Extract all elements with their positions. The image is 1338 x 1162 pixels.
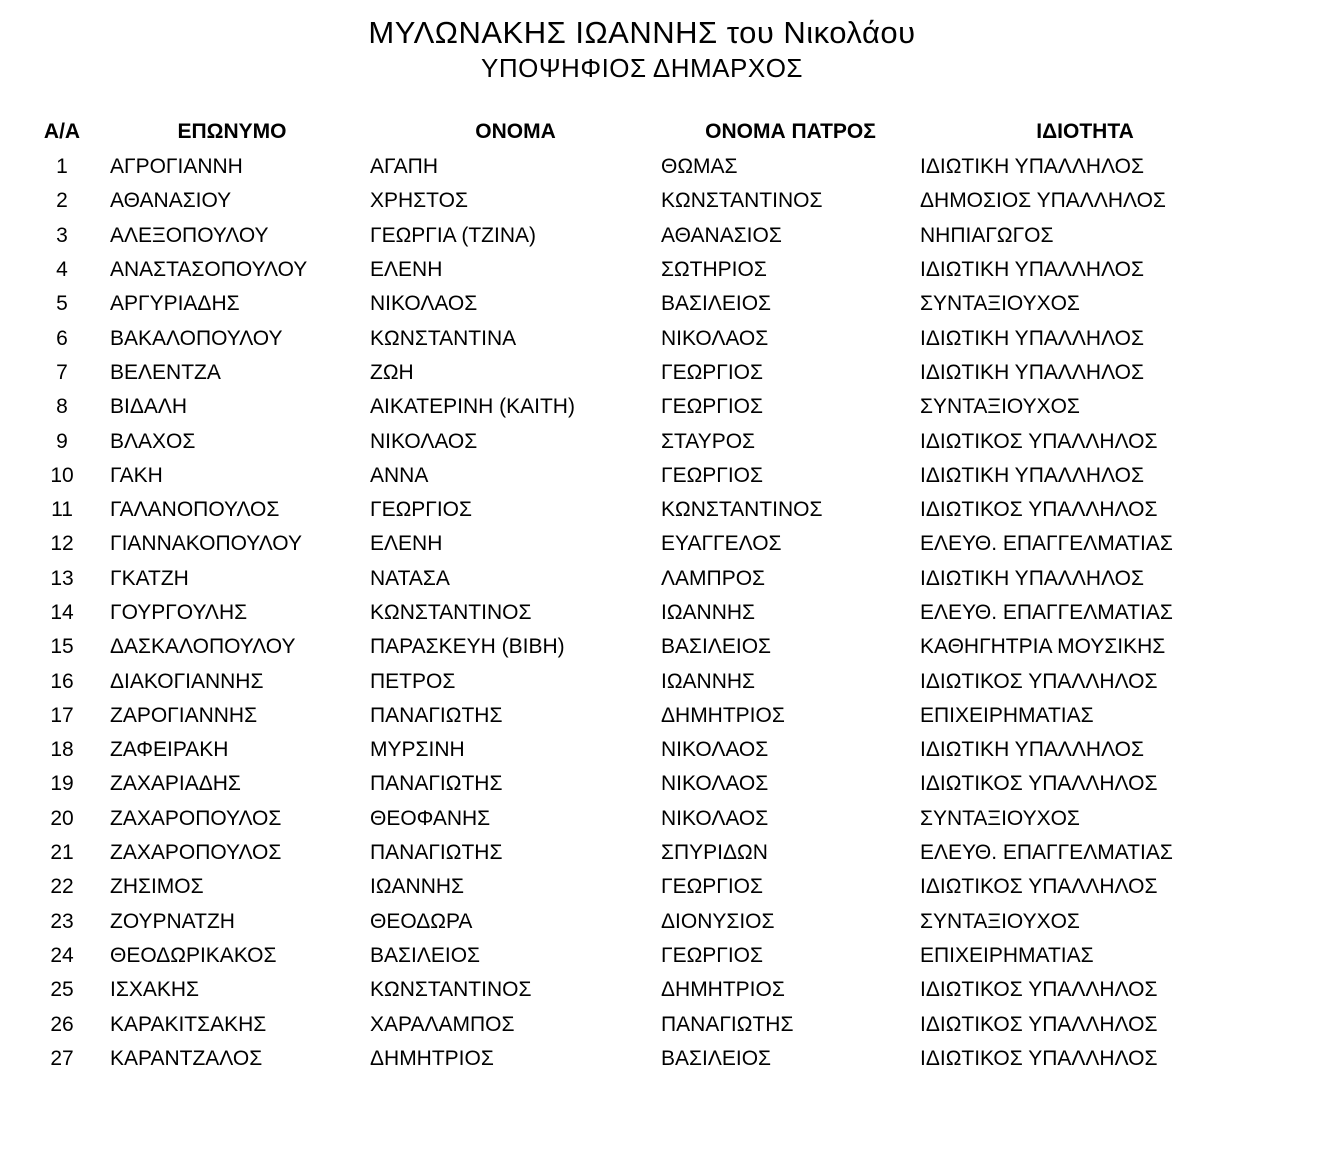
cell-number: 27	[50, 1046, 74, 1070]
table-row	[30, 424, 1250, 458]
table-row	[30, 733, 1250, 767]
page-title: ΜΥΛΩΝΑΚΗΣ ΙΩΑΝΝΗΣ του Νικολάου	[368, 15, 916, 50]
cell-name: ΑΝΝΑ	[370, 463, 429, 487]
cell-surname: ΖΗΣΙΜΟΣ	[110, 875, 204, 899]
cell-number: 15	[50, 635, 74, 659]
cell-name: ΧΡΗΣΤΟΣ	[370, 189, 468, 213]
column-header-name: ΟΝΟΜΑ	[475, 120, 556, 143]
cell-occupation: ΙΔΙΩΤΙΚΗ ΥΠΑΛΛΗΛΟΣ	[920, 258, 1144, 282]
cell-name: ΑΙΚΑΤΕΡΙΝΗ (ΚΑΙΤΗ)	[370, 395, 575, 419]
cell-name: ΘΕΟΦΑΝΗΣ	[370, 806, 491, 830]
cell-father-name: ΓΕΩΡΓΙΟΣ	[661, 395, 763, 419]
cell-name: ΚΩΝΣΤΑΝΤΙΝΑ	[370, 326, 517, 350]
cell-number: 7	[56, 360, 68, 384]
cell-father-name: ΚΩΝΣΤΑΝΤΙΝΟΣ	[661, 498, 823, 522]
cell-father-name: ΝΙΚΟΛΑΟΣ	[661, 806, 769, 830]
table-row	[30, 664, 1250, 698]
cell-name: ΓΕΩΡΓΙΑ (ΤΖΙΝΑ)	[370, 223, 537, 247]
table-row	[30, 596, 1250, 630]
cell-occupation: ΚΑΘΗΓΗΤΡΙΑ ΜΟΥΣΙΚΗΣ	[920, 635, 1166, 659]
cell-name: ΠΑΡΑΣΚΕΥΗ (ΒΙΒΗ)	[370, 635, 565, 659]
table-row	[30, 562, 1250, 596]
cell-occupation: ΙΔΙΩΤΙΚΟΣ ΥΠΑΛΛΗΛΟΣ	[920, 669, 1158, 693]
cell-number: 18	[50, 738, 74, 762]
cell-name: ΕΛΕΝΗ	[370, 258, 443, 282]
table-row	[30, 1007, 1250, 1041]
cell-surname: ΒΕΛΕΝΤΖΑ	[110, 360, 221, 384]
cell-occupation: ΔΗΜΟΣΙΟΣ ΥΠΑΛΛΗΛΟΣ	[920, 189, 1166, 213]
cell-surname: ΖΑΦΕΙΡΑΚΗ	[110, 738, 229, 762]
table-row	[30, 356, 1250, 390]
cell-surname: ΖΑΧΑΡΟΠΟΥΛΟΣ	[110, 806, 282, 830]
cell-number: 25	[50, 978, 74, 1002]
cell-surname: ΒΛΑΧΟΣ	[110, 429, 196, 453]
cell-father-name: ΚΩΝΣΤΑΝΤΙΝΟΣ	[661, 189, 823, 213]
cell-surname: ΓΑΚΗ	[110, 463, 163, 487]
cell-occupation: ΝΗΠΙΑΓΩΓΟΣ	[920, 223, 1054, 247]
cell-number: 4	[56, 258, 68, 282]
cell-surname: ΖΑΧΑΡΟΠΟΥΛΟΣ	[110, 841, 282, 865]
cell-surname: ΖΑΡΟΓΙΑΝΝΗΣ	[110, 703, 258, 727]
column-header-surname: ΕΠΩΝΥΜΟ	[177, 120, 287, 143]
cell-number: 9	[56, 429, 68, 453]
cell-occupation: ΕΛΕΥΘ. ΕΠΑΓΓΕΛΜΑΤΙΑΣ	[920, 841, 1173, 865]
cell-name: ΝΑΤΑΣΑ	[370, 566, 450, 590]
cell-name: ΠΑΝΑΓΙΩΤΗΣ	[370, 841, 503, 865]
cell-surname: ΒΑΚΑΛΟΠΟΥΛΟΥ	[110, 326, 283, 350]
cell-number: 2	[56, 189, 68, 213]
cell-surname: ΑΓΡΟΓΙΑΝΝΗ	[110, 155, 243, 179]
cell-number: 19	[50, 772, 74, 796]
cell-name: ΒΑΣΙΛΕΙΟΣ	[370, 943, 481, 967]
table-row	[30, 630, 1250, 664]
cell-name: ΝΙΚΟΛΑΟΣ	[370, 292, 478, 316]
cell-surname: ΑΛΕΞΟΠΟΥΛΟΥ	[110, 223, 269, 247]
cell-father-name: ΙΩΑΝΝΗΣ	[661, 669, 756, 693]
cell-occupation: ΙΔΙΩΤΙΚΗ ΥΠΑΛΛΗΛΟΣ	[920, 326, 1144, 350]
cell-number: 12	[50, 532, 74, 556]
cell-occupation: ΣΥΝΤΑΞΙΟΥΧΟΣ	[920, 806, 1080, 830]
cell-number: 1	[56, 155, 68, 179]
cell-occupation: ΙΔΙΩΤΙΚΗ ΥΠΑΛΛΗΛΟΣ	[920, 738, 1144, 762]
cell-father-name: ΕΥΑΓΓΕΛΟΣ	[661, 532, 782, 556]
cell-name: ΜΥΡΣΙΝΗ	[370, 738, 465, 762]
cell-surname: ΓΟΥΡΓΟΥΛΗΣ	[110, 601, 248, 624]
cell-occupation: ΣΥΝΤΑΞΙΟΥΧΟΣ	[920, 909, 1080, 933]
cell-number: 20	[50, 806, 74, 830]
cell-surname: ΓΚΑΤΖΗ	[110, 566, 189, 590]
cell-surname: ΖΟΥΡΝΑΤΖΗ	[110, 909, 235, 933]
cell-number: 13	[50, 566, 74, 590]
cell-number: 17	[50, 703, 74, 727]
table-row	[30, 836, 1250, 870]
cell-surname: ΖΑΧΑΡΙΑΔΗΣ	[110, 772, 241, 796]
cell-father-name: ΒΑΣΙΛΕΙΟΣ	[661, 292, 772, 316]
table-row	[30, 870, 1250, 904]
table-row	[30, 150, 1250, 184]
cell-father-name: ΣΤΑΥΡΟΣ	[661, 429, 756, 453]
cell-number: 23	[50, 909, 74, 933]
cell-father-name: ΝΙΚΟΛΑΟΣ	[661, 326, 769, 350]
cell-occupation: ΙΔΙΩΤΙΚΟΣ ΥΠΑΛΛΗΛΟΣ	[920, 978, 1158, 1002]
cell-name: ΠΑΝΑΓΙΩΤΗΣ	[370, 772, 503, 796]
cell-surname: ΓΙΑΝΝΑΚΟΠΟΥΛΟΥ	[110, 532, 302, 556]
table-row	[30, 459, 1250, 493]
cell-surname: ΑΝΑΣΤΑΣΟΠΟΥΛΟΥ	[110, 258, 308, 282]
cell-name: ΙΩΑΝΝΗΣ	[370, 875, 465, 899]
cell-occupation: ΙΔΙΩΤΙΚΗ ΥΠΑΛΛΗΛΟΣ	[920, 566, 1144, 590]
cell-number: 3	[56, 223, 68, 247]
table-row	[30, 699, 1250, 733]
cell-surname: ΔΑΣΚΑΛΟΠΟΥΛΟΥ	[110, 635, 296, 659]
cell-name: ΑΓΑΠΗ	[370, 155, 438, 179]
cell-occupation: ΕΠΙΧΕΙΡΗΜΑΤΙΑΣ	[920, 943, 1094, 967]
table-row	[30, 253, 1250, 287]
table-row	[30, 527, 1250, 561]
document-header	[0, 14, 1284, 84]
cell-occupation: ΕΠΙΧΕΙΡΗΜΑΤΙΑΣ	[920, 703, 1094, 727]
table-row	[30, 939, 1250, 973]
cell-occupation: ΙΔΙΩΤΙΚΟΣ ΥΠΑΛΛΗΛΟΣ	[920, 429, 1158, 453]
column-header-number: Α/Α	[43, 120, 81, 143]
cell-surname: ΙΣΧΑΚΗΣ	[110, 978, 199, 1002]
cell-occupation: ΙΔΙΩΤΙΚΗ ΥΠΑΛΛΗΛΟΣ	[920, 155, 1144, 179]
cell-father-name: ΑΘΑΝΑΣΙΟΣ	[661, 223, 782, 247]
cell-name: ΓΕΩΡΓΙΟΣ	[370, 498, 472, 522]
cell-number: 6	[56, 326, 68, 350]
cell-number: 5	[56, 292, 68, 316]
table-row	[30, 802, 1250, 836]
cell-surname: ΚΑΡΑΝΤΖΑΛΟΣ	[110, 1046, 263, 1070]
table-row	[30, 767, 1250, 801]
table-row	[30, 493, 1250, 527]
cell-occupation: ΙΔΙΩΤΙΚΟΣ ΥΠΑΛΛΗΛΟΣ	[920, 875, 1158, 899]
cell-number: 11	[51, 498, 73, 522]
cell-occupation: ΣΥΝΤΑΞΙΟΥΧΟΣ	[920, 395, 1080, 419]
table-row	[30, 287, 1250, 321]
cell-number: 26	[50, 1012, 74, 1036]
cell-name: ΧΑΡΑΛΑΜΠΟΣ	[370, 1012, 515, 1036]
table-row	[30, 1042, 1250, 1076]
cell-father-name: ΒΑΣΙΛΕΙΟΣ	[661, 1046, 772, 1070]
table-row	[30, 973, 1250, 1007]
cell-name: ΔΗΜΗΤΡΙΟΣ	[370, 1046, 494, 1070]
cell-name: ΚΩΝΣΤΑΝΤΙΝΟΣ	[370, 601, 532, 624]
cell-surname: ΔΙΑΚΟΓΙΑΝΝΗΣ	[110, 669, 264, 693]
cell-number: 22	[50, 875, 74, 899]
cell-surname: ΒΙΔΑΛΗ	[110, 395, 188, 419]
cell-father-name: ΣΠΥΡΙΔΩΝ	[661, 841, 768, 865]
cell-number: 24	[50, 943, 74, 967]
cell-occupation: ΕΛΕΥΘ. ΕΠΑΓΓΕΛΜΑΤΙΑΣ	[920, 532, 1173, 556]
cell-surname: ΑΘΑΝΑΣΙΟΥ	[110, 189, 232, 213]
table-row	[30, 321, 1250, 355]
cell-name: ΠΑΝΑΓΙΩΤΗΣ	[370, 703, 503, 727]
cell-surname: ΚΑΡΑΚΙΤΣΑΚΗΣ	[110, 1012, 267, 1036]
cell-father-name: ΙΩΑΝΝΗΣ	[661, 601, 756, 624]
cell-father-name: ΔΗΜΗΤΡΙΟΣ	[661, 703, 785, 727]
cell-occupation: ΣΥΝΤΑΞΙΟΥΧΟΣ	[920, 292, 1080, 316]
cell-name: ΕΛΕΝΗ	[370, 532, 443, 556]
cell-father-name: ΝΙΚΟΛΑΟΣ	[661, 772, 769, 796]
cell-father-name: ΓΕΩΡΓΙΟΣ	[661, 943, 763, 967]
cell-father-name: ΛΑΜΠΡΟΣ	[661, 566, 766, 590]
cell-father-name: ΠΑΝΑΓΙΩΤΗΣ	[661, 1012, 794, 1036]
cell-name: ΘΕΟΔΩΡΑ	[370, 909, 473, 933]
table-row	[30, 219, 1250, 253]
cell-surname: ΑΡΓΥΡΙΑΔΗΣ	[110, 292, 240, 316]
cell-father-name: ΔΙΟΝΥΣΙΟΣ	[661, 909, 775, 933]
table-body	[30, 150, 1250, 1076]
cell-occupation: ΙΔΙΩΤΙΚΟΣ ΥΠΑΛΛΗΛΟΣ	[920, 772, 1158, 796]
cell-number: 14	[50, 601, 74, 624]
table-row	[30, 905, 1250, 939]
cell-father-name: ΓΕΩΡΓΙΟΣ	[661, 463, 763, 487]
cell-father-name: ΒΑΣΙΛΕΙΟΣ	[661, 635, 772, 659]
table-row	[30, 390, 1250, 424]
cell-number: 16	[50, 669, 74, 693]
cell-father-name: ΣΩΤΗΡΙΟΣ	[661, 258, 767, 282]
cell-surname: ΘΕΟΔΩΡΙΚΑΚΟΣ	[110, 943, 277, 967]
cell-occupation: ΕΛΕΥΘ. ΕΠΑΓΓΕΛΜΑΤΙΑΣ	[920, 601, 1173, 624]
cell-occupation: ΙΔΙΩΤΙΚΗ ΥΠΑΛΛΗΛΟΣ	[920, 463, 1144, 487]
cell-name: ΝΙΚΟΛΑΟΣ	[370, 429, 478, 453]
cell-number: 10	[50, 463, 74, 487]
cell-occupation: ΙΔΙΩΤΙΚΟΣ ΥΠΑΛΛΗΛΟΣ	[920, 1012, 1158, 1036]
cell-number: 8	[56, 395, 68, 419]
cell-occupation: ΙΔΙΩΤΙΚΟΣ ΥΠΑΛΛΗΛΟΣ	[920, 1046, 1158, 1070]
cell-name: ΠΕΤΡΟΣ	[370, 669, 456, 693]
column-header-occupation: ΙΔΙΟΤΗΤΑ	[1036, 120, 1134, 143]
page-subtitle: ΥΠΟΨΗΦΙΟΣ ΔΗΜΑΡΧΟΣ	[480, 53, 803, 83]
cell-number: 21	[50, 841, 74, 865]
candidates-table	[30, 114, 1250, 1076]
cell-occupation: ΙΔΙΩΤΙΚΗ ΥΠΑΛΛΗΛΟΣ	[920, 360, 1144, 384]
column-header-father-name: ΟΝΟΜΑ ΠΑΤΡΟΣ	[705, 120, 876, 143]
cell-occupation: ΙΔΙΩΤΙΚΟΣ ΥΠΑΛΛΗΛΟΣ	[920, 498, 1158, 522]
cell-father-name: ΔΗΜΗΤΡΙΟΣ	[661, 978, 785, 1002]
cell-father-name: ΝΙΚΟΛΑΟΣ	[661, 738, 769, 762]
cell-surname: ΓΑΛΑΝΟΠΟΥΛΟΣ	[110, 498, 280, 522]
table-header-row	[30, 114, 1250, 150]
cell-name: ΚΩΝΣΤΑΝΤΙΝΟΣ	[370, 978, 532, 1002]
cell-father-name: ΓΕΩΡΓΙΟΣ	[661, 875, 763, 899]
cell-father-name: ΘΩΜΑΣ	[661, 155, 738, 179]
cell-name: ΖΩΗ	[370, 360, 414, 384]
table-row	[30, 184, 1250, 218]
cell-father-name: ΓΕΩΡΓΙΟΣ	[661, 360, 763, 384]
